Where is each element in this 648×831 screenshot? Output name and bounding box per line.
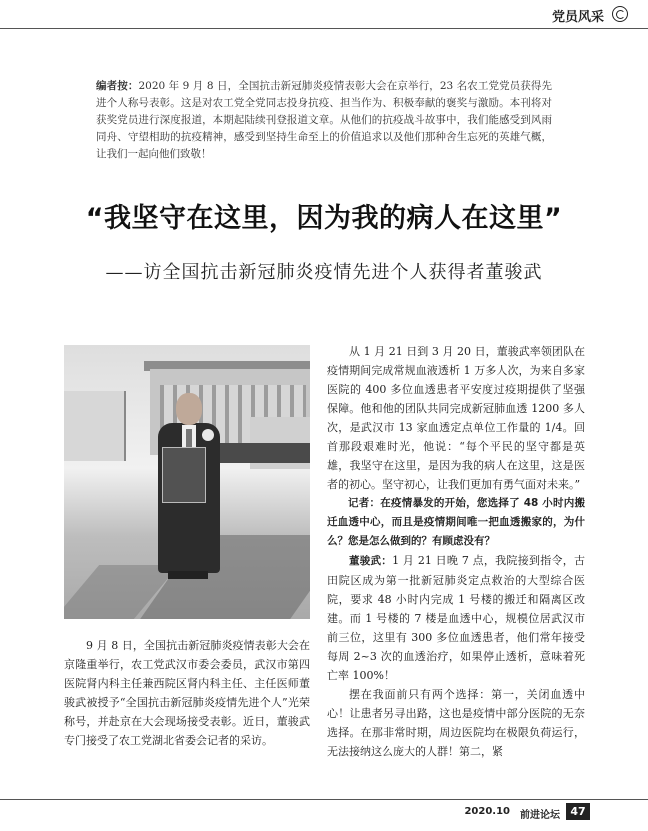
answer-text: 1 月 21 日晚 7 点，我院接到指令，古田院区成为第一批新冠肺炎定点救治的大型综合医院，要求 48 小时内完成 1 号楼的搬迁和隔离区改建。而 1 号楼的 7 楼是血透中心，规模位居武汉市前三位，这里有 300 多位血透患者，他们常年接受每周 2~3 次的血透治疗，如果停止透析，意味着死亡率 100%！: [327, 554, 586, 682]
photo-person-head: [176, 393, 202, 425]
issue-date: 2020.10: [464, 806, 510, 817]
photo-corsage: [202, 429, 214, 441]
award-photo: [64, 345, 310, 619]
photo-bus-left: [64, 391, 126, 461]
body-paragraph-2: 摆在我面前只有两个选择：第一，关闭血透中心！让患者另寻出路，这也是疫情中部分医院的无奈选择。在那非常时期，周边医院均在极限负荷运行，无法接纳这么庞大的人群！第二，紧: [327, 688, 585, 758]
journal-logo-icon: [612, 6, 628, 22]
interview-answer-1: [327, 551, 585, 685]
photo-caption: 9 月 8 日，全国抗击新冠肺炎疫情表彰大会在京隆重举行，农工党武汉市委会委员，武汉市第四医院肾内科主任兼西院区肾内科主任、主任医师董骏武被授予“全国抗击新冠肺炎疫情先进个人”光荣称号，并赴京在大会现场接受表彰。近日，董骏武专门接受了农工党湖北省委会记者的采访。: [64, 639, 310, 747]
photo-person-feet: [168, 571, 208, 579]
body-paragraph-1: 从 1 月 21 日到 3 月 20 日，董骏武率领团队在疫情期间完成常规血液透析 1 万多人次，为来自多家医院的 400 多位血透患者平安度过疫期提供了坚强保障。他和他的团队共同完成新冠肺血透 1200 多人次，是武汉市 13 家血透定点单位工作量的 1/4。回首那段艰难时光，他说：“每个平民的坚守都是英雄，我坚守在这里，是因为我的病人在这里，这是医者的初心。坚守初心，让我们更加有勇气面对未来。”: [327, 345, 585, 491]
article-body: [327, 342, 585, 761]
article-subtitle: ——访全国抗击新冠肺炎疫情先进个人获得者董骏武: [105, 262, 543, 283]
answer-speaker: 董骏武：: [349, 555, 393, 567]
header-rule: [0, 28, 648, 29]
editor-note-text: 2020 年 9 月 8 日，全国抗击新冠肺炎疫情表彰大会在京举行，23 名农工党党员获得先进个人称号表彰。这是对农工党全党同志投身抗疫、担当作为、积极奉献的褒奖与激励。本刊将对获奖党员进行深度报道，本期起陆续刊登报道文章。从他们的抗疫战斗故事中，我们能感受到风雨同舟、守望相助的抗疫精神，感受到坚持生命至上的价值追求以及他们那种舍生忘死的英雄气概，让我们一起向他们致敬！: [96, 80, 553, 160]
editor-note-label: 编者按：: [96, 80, 139, 92]
article-title: “我坚守在这里，因为我的病人在这里”: [85, 203, 563, 234]
editor-note: [96, 78, 552, 163]
page-number: 47: [566, 803, 590, 820]
photo-certificate: [162, 447, 206, 503]
section-name: 党员风采: [551, 10, 604, 25]
footer-rule: [0, 799, 648, 800]
photo-crowd: [214, 443, 310, 463]
interview-question-1: 记者：在疫情暴发的开始，您选择了 48 小时内搬迁血透中心，而且是疫情期间唯一把血透搬家的，为什么？您是怎么做到的？有顾虑没有？: [327, 497, 585, 547]
journal-name: 前进论坛: [520, 810, 560, 821]
